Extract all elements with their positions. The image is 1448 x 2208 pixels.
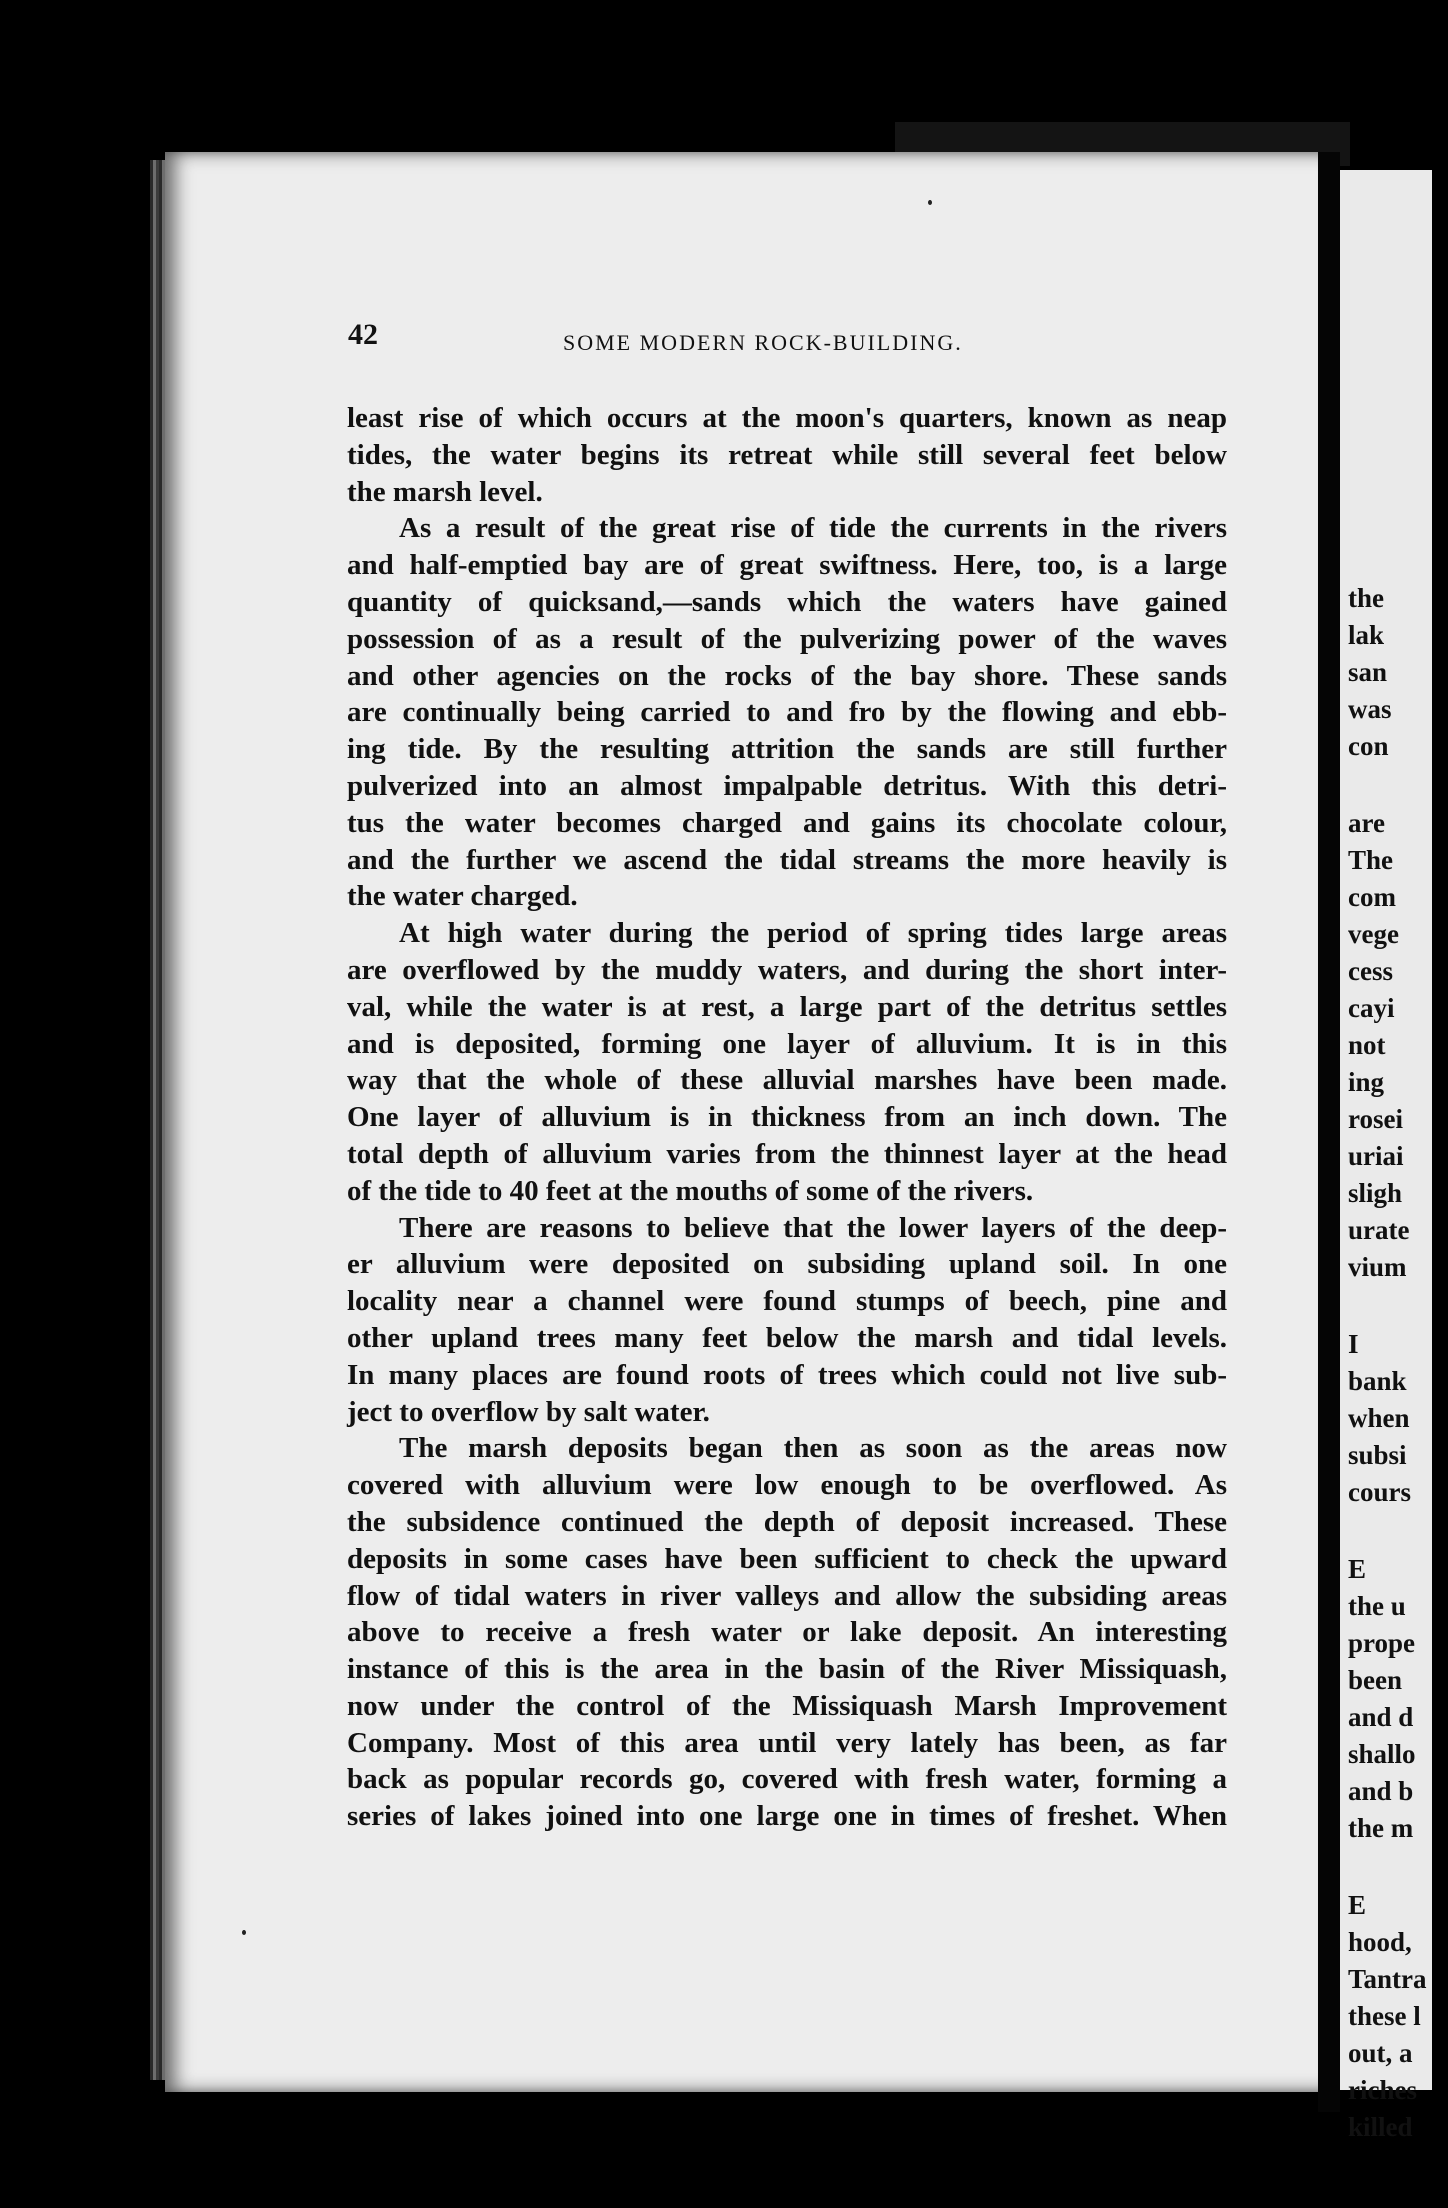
right-text-fragment: The (1348, 845, 1394, 875)
text-line: other upland trees many feet below the marsh and tidal levels. (347, 1321, 1227, 1354)
text-line: There are reasons to believe that the lower layers of the deep- (399, 1211, 1227, 1244)
right-text-fragment: I (1348, 1329, 1359, 1359)
text-line: locality near a channel were found stumps of beech, pine and (347, 1285, 1227, 1318)
page-header (348, 318, 1248, 358)
text-line: and is deposited, forming one layer of alluvium. It is in this (347, 1027, 1227, 1060)
right-text-fragment: hood, (1348, 1927, 1412, 1957)
right-text-fragment: cess (1348, 956, 1393, 986)
right-text-fragment: the u (1348, 1591, 1406, 1621)
right-text-fragment: the m (1348, 1813, 1414, 1843)
text-line: flow of tidal waters in river valleys and allow the subsiding areas (347, 1579, 1227, 1612)
text-line: quantity of quicksand,—sands which the waters have gained (347, 585, 1227, 618)
text-line: total depth of alluvium varies from the thinnest layer at the head (347, 1137, 1227, 1170)
text-line: are continually being carried to and fro by the flowing and ebb- (347, 696, 1227, 729)
right-text-fragment: con (1348, 731, 1389, 761)
body-text (347, 400, 1227, 1835)
text-line: and other agencies on the rocks of the bay shore. These sands (347, 659, 1227, 692)
text-line: series of lakes joined into one large one in times of freshet. When (347, 1800, 1227, 1833)
text-line: now under the control of the Missiquash Marsh Improvement (347, 1689, 1227, 1722)
text-line: As a result of the great rise of tide the currents in the rivers (399, 512, 1227, 545)
right-text-fragment: and b (1348, 1776, 1414, 1806)
right-text-fragment: when (1348, 1403, 1410, 1433)
right-text-fragment: E (1348, 1890, 1367, 1920)
text-line: Company. Most of this area until very lately has been, as far (347, 1726, 1227, 1759)
text-line: instance of this is the area in the basin of the River Missiquash, (347, 1653, 1227, 1686)
right-text-fragment: urate (1348, 1215, 1410, 1245)
text-line: the water charged. (347, 880, 578, 913)
text-line: and the further we ascend the tidal streams the more heavily is (347, 843, 1227, 876)
text-line: least rise of which occurs at the moon's quarters, known as neap (347, 402, 1227, 434)
right-text-fragment: been (1348, 1665, 1402, 1695)
book-gutter (1318, 152, 1340, 2112)
right-text-fragment: sligh (1348, 1178, 1403, 1208)
text-line: covered with alluvium were low enough to be overflowed. As (347, 1469, 1227, 1502)
right-text-fragment: are (1348, 808, 1385, 838)
right-text-fragment: out, a (1348, 2038, 1413, 2068)
right-text-fragment: lak (1348, 620, 1385, 650)
page-number: 42 (348, 318, 378, 351)
right-text-fragment: was (1348, 694, 1392, 724)
right-text-fragment: the (1348, 583, 1384, 613)
right-text-fragment: and d (1348, 1702, 1414, 1732)
right-text-fragment: subsi (1348, 1440, 1407, 1470)
right-text-fragment: cayi (1348, 993, 1395, 1023)
right-text-fragment: cours (1348, 1477, 1411, 1507)
text-line: of the tide to 40 feet at the mouths of some of the rivers. (347, 1174, 1034, 1207)
right-text-fragment: ing (1348, 1067, 1385, 1097)
right-text-fragment: vium (1348, 1252, 1407, 1282)
right-text-fragment: shallo (1348, 1739, 1416, 1769)
text-line: above to receive a fresh water or lake deposit. An interesting (347, 1616, 1227, 1649)
right-text-fragment: these l (1348, 2001, 1421, 2031)
text-line: pulverized into an almost impalpable detritus. With this detri- (347, 769, 1227, 802)
text-line: the subsidence continued the depth of deposit increased. These (347, 1505, 1227, 1538)
text-line: possession of as a result of the pulverizing power of the waves (347, 622, 1227, 655)
right-text-fragment: killed (1348, 2112, 1413, 2142)
right-text-fragment: Tantra (1348, 1964, 1427, 1994)
text-line: the marsh level. (347, 475, 543, 508)
text-line: ing tide. By the resulting attrition the sands are still further (347, 733, 1227, 766)
text-line: tides, the water begins its retreat while still several feet below (347, 438, 1227, 471)
right-text-fragment: prope (1348, 1628, 1416, 1658)
text-line: and half-emptied bay are of great swiftness. Here, too, is a large (347, 549, 1227, 582)
right-text-fragment: uriai (1348, 1141, 1404, 1171)
right-text-fragment: vege (1348, 919, 1399, 949)
right-text-fragment: riches (1348, 2075, 1417, 2105)
text-line: back as popular records go, covered with fresh water, forming a (347, 1763, 1227, 1796)
text-line: er alluvium were deposited on subsiding upland soil. In one (347, 1248, 1227, 1281)
right-text-fragment: not (1348, 1030, 1386, 1060)
right-page-text (1348, 580, 1448, 2146)
right-text-fragment: bank (1348, 1366, 1407, 1396)
text-line: way that the whole of these alluvial marshes have been made. (347, 1064, 1227, 1097)
text-line: are overflowed by the muddy waters, and during the short inter- (347, 953, 1227, 986)
right-text-fragment: E (1348, 1554, 1367, 1584)
right-text-fragment: san (1348, 657, 1388, 687)
right-page-fragment (1340, 170, 1432, 2142)
text-line: One layer of alluvium is in thickness from an inch down. The (347, 1101, 1227, 1134)
text-line: tus the water becomes charged and gains its chocolate colour, (347, 806, 1227, 839)
text-line: The marsh deposits began then as soon as the areas now (399, 1432, 1227, 1465)
text-line: At high water during the period of spring tides large areas (399, 917, 1227, 950)
text-line: In many places are found roots of trees which could not live sub- (347, 1358, 1227, 1391)
right-text-fragment: rosei (1348, 1104, 1403, 1134)
running-title: SOME MODERN ROCK-BUILDING. (563, 330, 963, 355)
text-line: deposits in some cases have been sufficient to check the upward (347, 1542, 1227, 1575)
scan-speck (242, 1930, 246, 1935)
right-text-fragment: com (1348, 882, 1396, 912)
text-line: ject to overflow by salt water. (347, 1395, 710, 1428)
scan-speck (928, 200, 932, 205)
text-line: val, while the water is at rest, a large part of the detritus settles (347, 990, 1227, 1023)
